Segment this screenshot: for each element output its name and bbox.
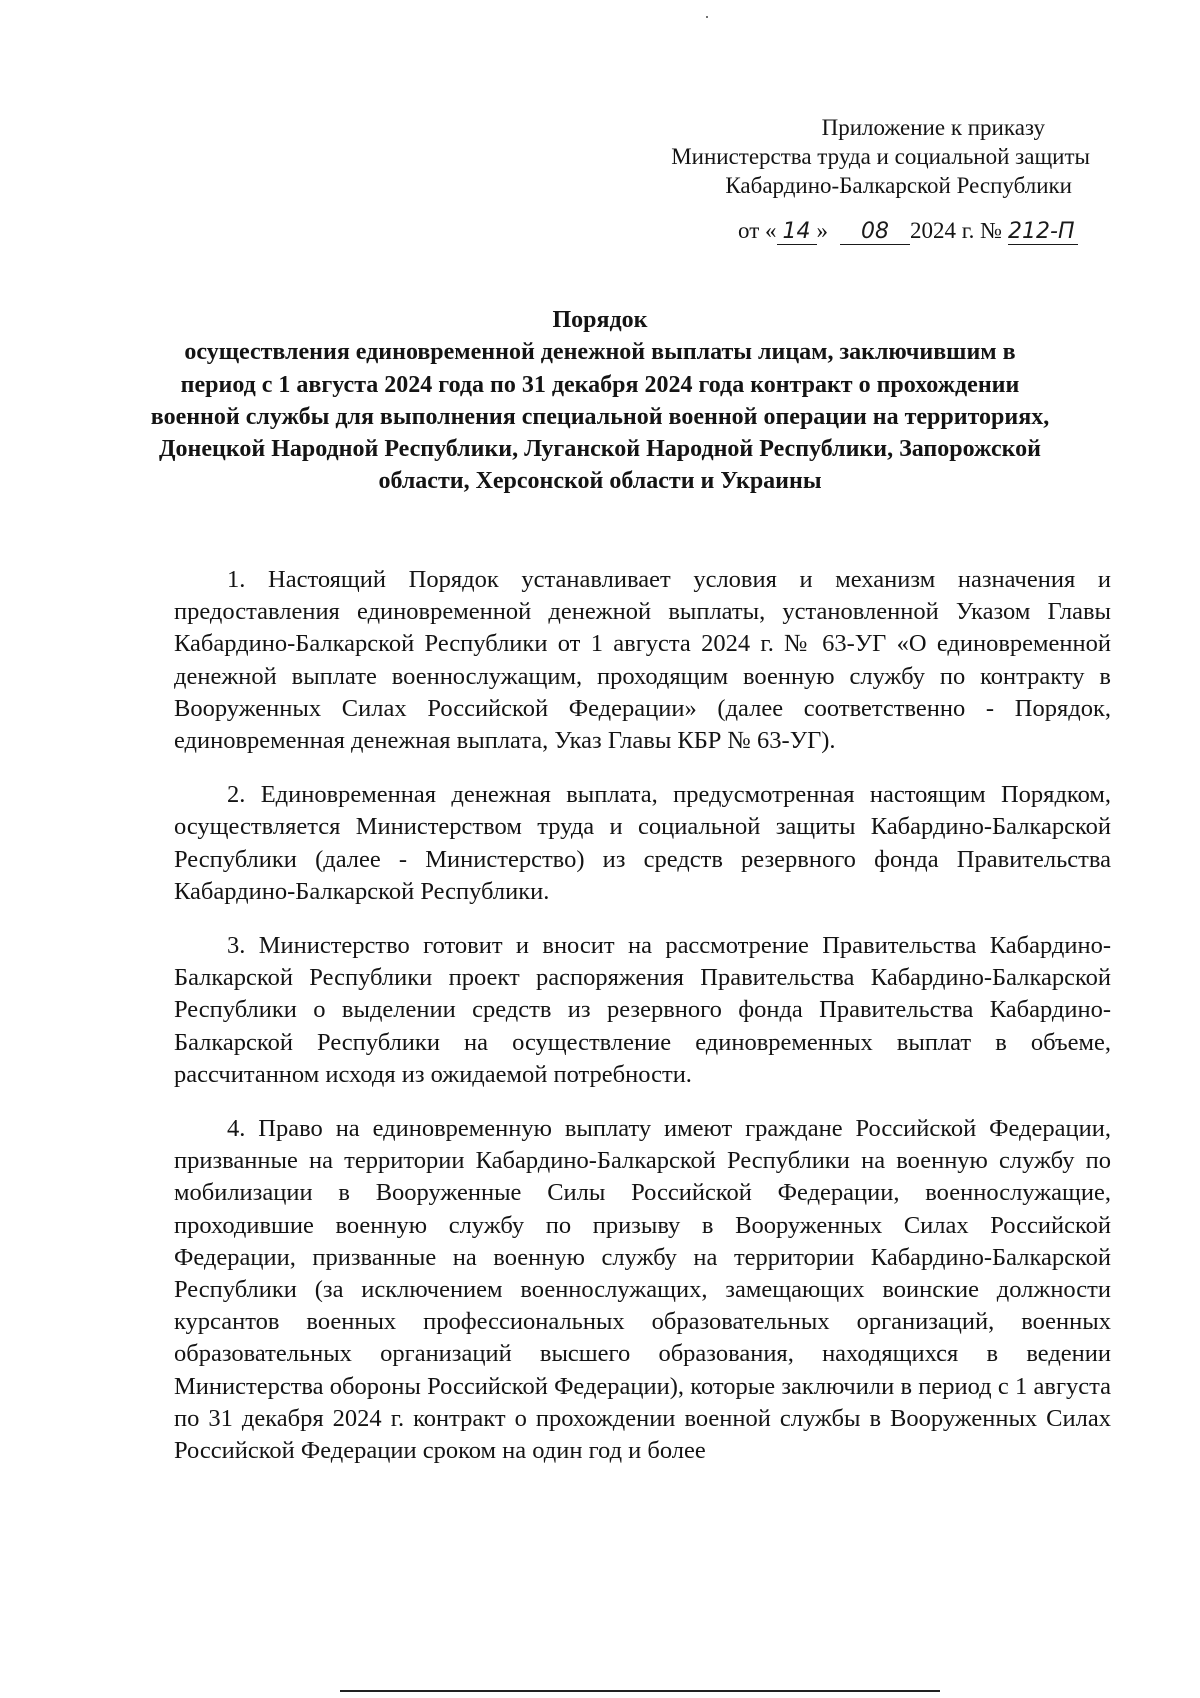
handwritten-month: 08	[840, 220, 910, 245]
appendix-header	[671, 113, 1090, 200]
paragraph-1: 1. Настоящий Порядок устанавливает условия и механизм назначения и предоставления единовременной денежной выплаты, установленной Указом Главы Кабардино-Балкарской Республики от 1 августа 2024 г. № 63-УГ «О единовременной денежной выплате военнослужащим, проходящим военную службу по контракту в Вооруженных Силах Российской Федерации» (далее соответственно - Порядок, единовременная денежная выплата, Указ Главы КБР № 63-УГ).	[174, 566, 1111, 755]
handwritten-order-number: 212-П	[1008, 220, 1078, 245]
handwritten-day: 14	[777, 220, 817, 245]
date-prefix: от «	[738, 218, 777, 243]
paragraph-3: 3. Министерство готовит и вносит на рассмотрение Правительства Кабардино-Балкарской Республики проект распоряжения Правительства Кабардино-Балкарской Республики о выделении средств из резервного фонда Правительства Кабардино-Балкарской Республики на осуществление единовременных выплат в объеме, рассчитанном исходя из ожидаемой потребности.	[174, 932, 1111, 1088]
date-quote-close: »	[816, 218, 828, 243]
scan-speck	[706, 16, 708, 18]
document-title	[150, 304, 1050, 498]
order-date-line	[738, 216, 1078, 246]
document-body	[174, 564, 1111, 1489]
date-year-and-number-label: 2024 г. №	[910, 218, 1003, 243]
title-subtitle: осуществления единовременной денежной выплаты лицам, заключившим в период с 1 августа 2024 года по 31 декабря 2024 года контракт о прохождении военной службы для выполнения специальной военной операции на территориях, Донецкой Народной Республики, Луганской Народной Республики, Запорожской области, Херсонской области и Украины	[150, 339, 1050, 495]
appendix-label: Приложение к приказу	[821, 115, 1045, 140]
paragraph-2: 2. Единовременная денежная выплата, предусмотренная настоящим Порядком, осуществляется Министерством труда и социальной защиты Кабардино-Балкарской Республики (далее - Министерство) из средств резервного фонда Правительства Кабардино-Балкарской Республики.	[174, 781, 1111, 905]
ministry-name: Министерства труда и социальной защиты	[671, 144, 1090, 169]
title-heading: Порядок	[552, 307, 648, 333]
paragraph-4: 4. Право на единовременную выплату имеют граждане Российской Федерации, призванные на территории Кабардино-Балкарской Республики на военную службу по мобилизации в Вооруженные Силы Российской Федерации, военнослужащие, проходившие военную службу по призыву в Вооруженных Силах Российской Федерации, призванные на военную службу на территории Кабардино-Балкарской Республики (за исключением военнослужащих, замещающих воинские должности курсантов военных профессиональных образовательных организаций, военных образовательных организаций высшего образования, находящихся в ведении Министерства обороны Российской Федерации), которые заключили в период с 1 августа по 31 декабря 2024 г. контракт о прохождении военной службы в Вооруженных Силах Российской Федерации сроком на один год и более	[174, 1115, 1111, 1465]
republic-name: Кабардино-Балкарской Республики	[725, 173, 1072, 198]
footer-rule	[340, 1690, 940, 1692]
